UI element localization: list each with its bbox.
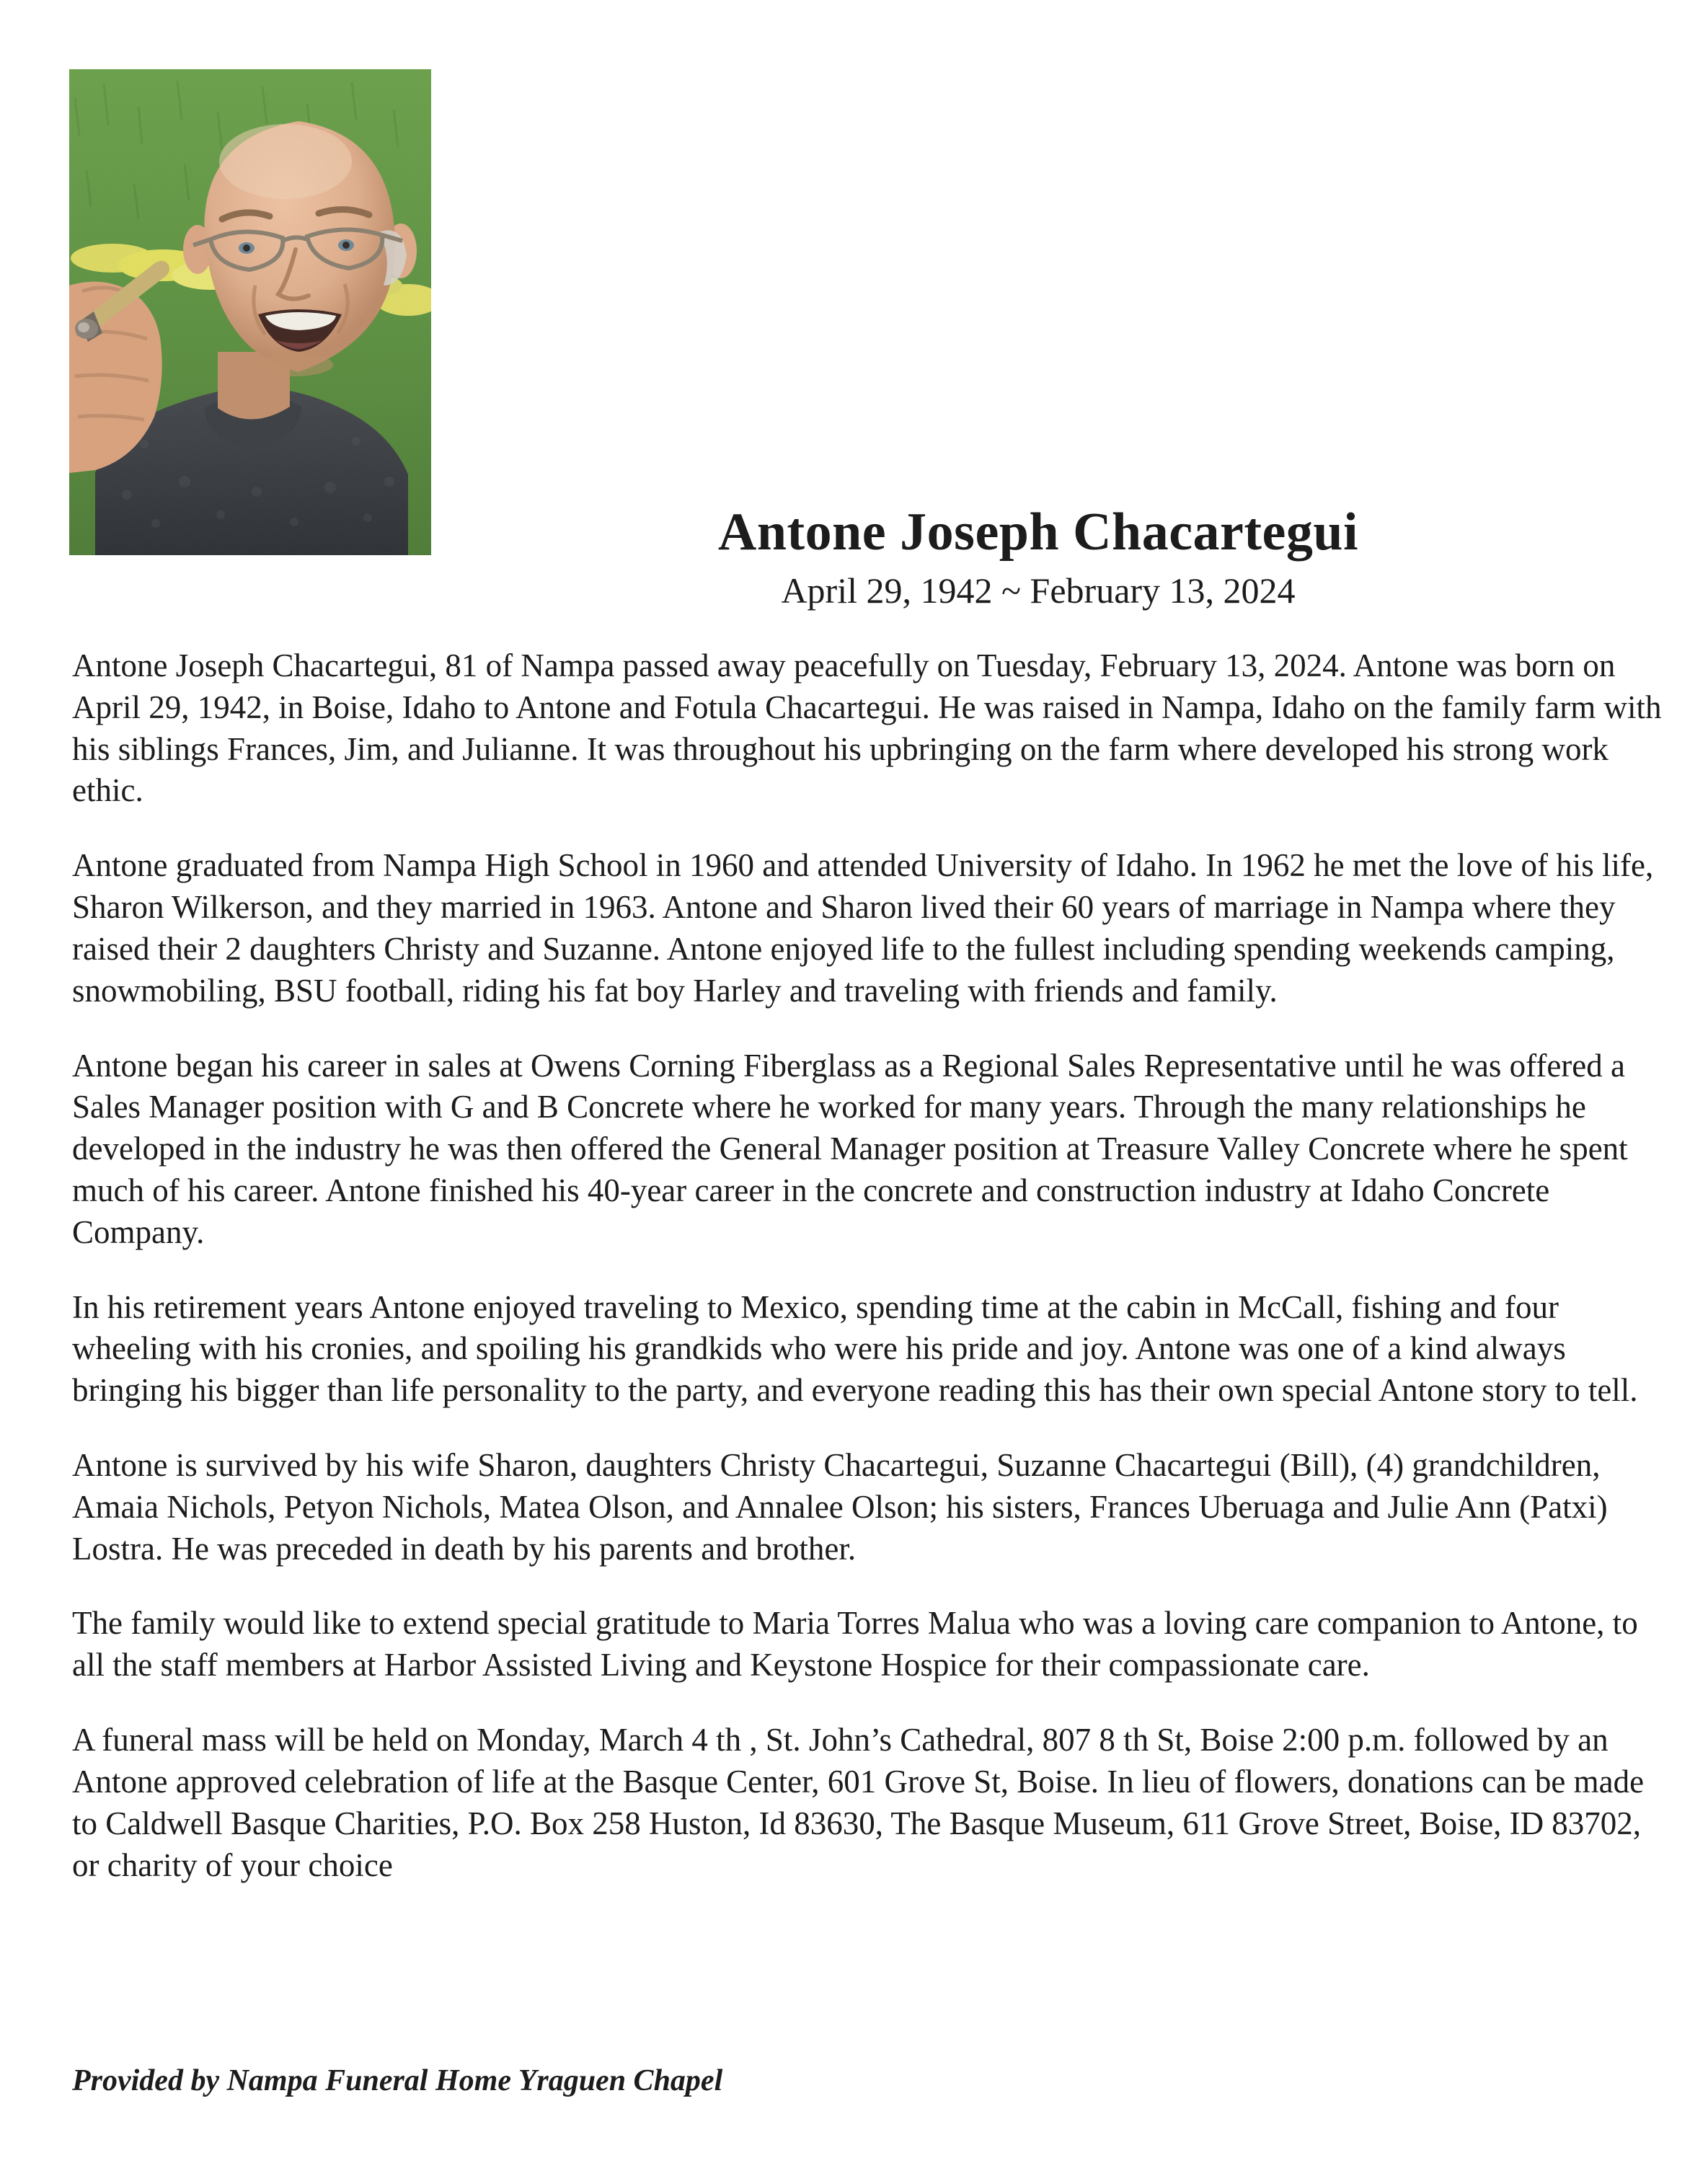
obituary-paragraph-1: Antone Joseph Chacartegui, 81 of Nampa passed away peacefully on Tuesday, February 13, 2024. Antone was born on April 29, 1942, in Boise, Idaho to Antone and Fotula Chacartegui. He was raised in Nampa, Idaho on the family farm with his siblings Frances, Jim, and Julianne. It was throughout his upbringing on the farm where developed his strong work ethic. — [72, 647, 1662, 809]
obituary-paragraph-4: In his retirement years Antone enjoyed traveling to Mexico, spending time at the cabin in McCall, fishing and four wheeling with his cronies, and spoiling his grandkids who were his pride and joy. Antone was one of a kind always bringing his bigger than life personality to the party, and everyone reading this has their own special Antone story to tell. — [72, 1288, 1638, 1409]
portrait-illustration — [69, 69, 431, 555]
obituary-header — [461, 505, 1615, 611]
obituary-paragraph-gratitude: The family would like to extend special gratitude to Maria Torres Malua who was a loving care companion to Antone, to all the staff members at Harbor Assisted Living and Keystone Hospice for their compassionate care. — [72, 1605, 1638, 1684]
funeral-home-credit: Provided by Nampa Funeral Home Yraguen Chapel — [72, 2064, 723, 2097]
obituary-paragraph-survivors: Antone is survived by his wife Sharon, daughters Christy Chacartegui, Suzanne Chacartegui (Bill), (4) grandchildren, Amaia Nichols, Petyon Nichols, Matea Olson, and Annalee Olson; his sisters, Frances Uberuaga and Julie Ann (Patxi) Lostra. He was preceded in death by his parents and brother. — [72, 1447, 1608, 1567]
obituary-paragraph-2: Antone graduated from Nampa High School in 1960 and attended University of Idaho. In 1962 he met the love of his life, Sharon Wilkerson, and they married in 1963. Antone and Sharon lived their 60 years of marriage in Nampa where they raised their 2 daughters Christy and Suzanne. Antone enjoyed life to the fullest including spending weekends camping, snowmobiling, BSU football, riding his fat boy Harley and traveling with friends and family. — [72, 847, 1654, 1009]
obituary-body — [72, 645, 1665, 1886]
life-dates: April 29, 1942 ~ February 13, 2024 — [781, 570, 1296, 611]
obituary-paragraph-services: A funeral mass will be held on Monday, March 4 th , St. John’s Cathedral, 807 8 th St, Boise 2:00 p.m. followed by an Antone approved celebration of life at the Basque Center, 601 Grove St, Boise. In lieu of flowers, donations can be made to Caldwell Basque Charities, P.O. Box 258 Huston, Id 83630, The Basque Museum, 611 Grove Street, Boise, ID 83702, or charity of your choice — [72, 1722, 1645, 1883]
deceased-name: Antone Joseph Chacartegui — [717, 503, 1359, 562]
obituary-paragraph-3: Antone began his career in sales at Owens Corning Fiberglass as a Regional Sales Representative until he was offered a Sales Manager position with G and B Concrete where he worked for many years. Through the many relationships he developed in the industry he was then offered the General Manager position at Treasure Valley Concrete where he spent much of his career. Antone finished his 40-year career in the concrete and construction industry at Idaho Concrete Company. — [72, 1047, 1628, 1250]
deceased-portrait-photo — [69, 69, 431, 555]
